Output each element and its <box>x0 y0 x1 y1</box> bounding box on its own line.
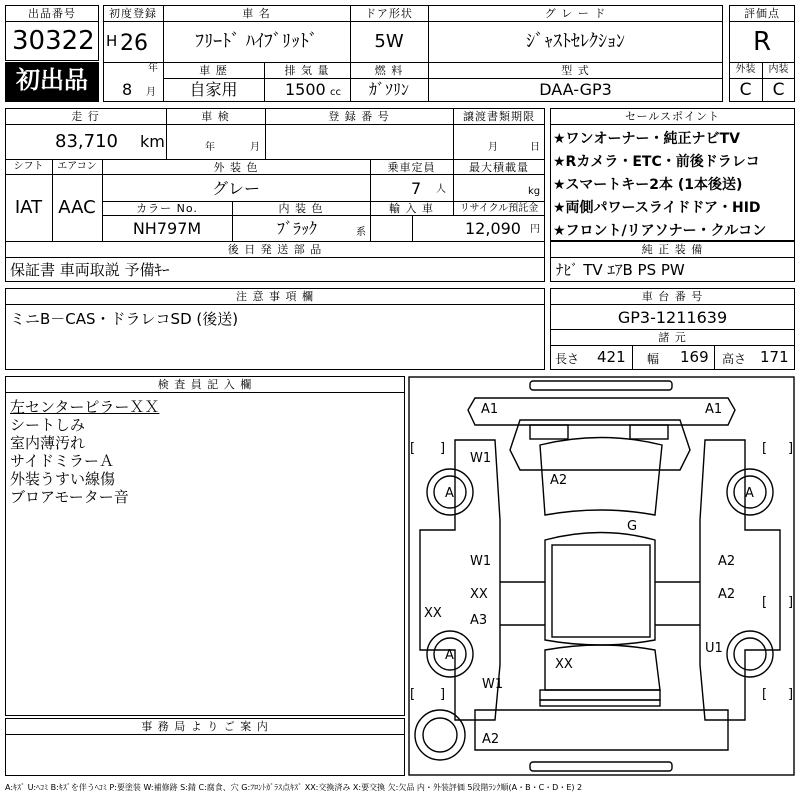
equipment-label: 純 正 装 備 <box>641 243 704 256</box>
inspector-note: 外装うすい線傷 <box>10 470 116 488</box>
car-damage-diagram <box>408 376 795 776</box>
recycle-label: リサイクル預託金 <box>459 203 539 214</box>
damage-mark: A3 <box>470 613 488 628</box>
reg-label: 初度登録 <box>109 7 157 20</box>
transfer-day-unit: 日 <box>530 142 540 153</box>
damage-mark: A2 <box>482 732 500 747</box>
year-unit: 年 <box>148 63 158 74</box>
door-label: ドア形状 <box>365 7 413 20</box>
car-name: ﾌﾘｰﾄﾞ ﾊｲﾌﾞﾘｯﾄﾞ <box>195 31 318 52</box>
interior-label: 内装 <box>768 64 789 75</box>
damage-mark: W1 <box>482 677 504 692</box>
sales-point: ★スマートキー2本 (1本後送) <box>553 177 743 193</box>
svg-text:[: [ <box>762 595 768 610</box>
max-load-unit: kg <box>528 186 541 197</box>
inspection-month-unit: 月 <box>250 142 260 153</box>
damage-mark: XX <box>555 657 573 672</box>
damage-mark: U1 <box>705 641 723 656</box>
inspector-note: 室内薄汚れ <box>10 434 86 452</box>
month-unit: 月 <box>146 87 156 98</box>
damage-mark: XX <box>470 587 488 602</box>
exterior-color: グレー <box>211 179 260 198</box>
reg-month: 8 <box>122 80 133 99</box>
sales-points-label: セールスポイント <box>624 110 720 123</box>
chassis-number: GP3-1211639 <box>617 308 728 327</box>
length: 421 <box>597 348 626 366</box>
legend: A:ｷｽﾞ U:ﾍｺﾐ B:ｷｽﾞを伴うﾍｺﾐ P:要塗装 W:補修跡 S:錆 C:腐食、穴 G:ﾌﾛﾝﾄｶﾞﾗｽ点ｷｽﾞ XX:交換済み X:要交換 欠:欠品 内・外装評価 5段階ﾗﾝｸ順(A・B・C・D・E) 2 <box>5 783 583 792</box>
sales-point: ★Rカメラ・ETC・前後ドラレコ <box>553 154 760 170</box>
sales-point: ★ワンオーナー・純正ナビTV <box>553 131 740 147</box>
damage-mark: A1 <box>705 402 723 417</box>
inspector-note: サイドミラーＡ <box>10 452 114 470</box>
fuel: ｶﾞｿﾘﾝ <box>368 80 409 99</box>
caution-label: 注 意 事 項 欄 <box>236 290 314 303</box>
inspector-note: 左センターピラーＸＸ <box>10 398 160 416</box>
recycle-unit: 円 <box>530 224 540 235</box>
displacement-label: 排 気 量 <box>284 64 330 77</box>
inspection-label: 車 検 <box>201 110 230 123</box>
damage-mark: A <box>445 648 454 663</box>
score: R <box>752 27 772 57</box>
exterior-label: 外装 <box>735 64 756 75</box>
score-label: 評価点 <box>744 7 780 20</box>
svg-text:[: [ <box>762 687 768 702</box>
width: 169 <box>680 348 709 366</box>
svg-text:]: ] <box>788 441 794 456</box>
interior-color: ﾌﾞﾗｯｸ <box>276 219 317 238</box>
color-no: NH797M <box>132 219 202 238</box>
equipment: ﾅﾋﾞ TV ｴｱB PS PW <box>556 261 685 279</box>
caution-text: ミニB－CAS・ドラレコSD (後送) <box>10 310 239 328</box>
svg-text:[: [ <box>410 441 416 456</box>
displacement-unit: cc <box>330 87 341 98</box>
aircon-label: エアコン <box>57 161 97 172</box>
reg-era: H <box>106 32 118 50</box>
damage-mark: XX <box>424 606 442 621</box>
interior-color-label: 内 装 色 <box>278 202 324 215</box>
lot-number-label: 出品番号 <box>28 7 76 20</box>
height: 171 <box>760 348 789 366</box>
exterior-rating: C <box>739 80 752 100</box>
lot-number: 30322 <box>12 26 95 56</box>
transfer-deadline-label: 譲渡書類期限 <box>463 110 535 123</box>
plate-label: 登 録 番 号 <box>328 110 390 123</box>
model-label: 型 式 <box>561 64 590 77</box>
mileage: 83,710 <box>55 131 118 152</box>
sales-point: ★両側パワースライドドア・HID <box>553 200 761 216</box>
height-label: 高さ <box>722 352 747 366</box>
dimensions-label: 諸 元 <box>658 331 687 344</box>
max-load-label: 最大積載量 <box>469 161 529 174</box>
length-label: 長さ <box>555 352 580 366</box>
history-label: 車 歴 <box>199 64 228 77</box>
damage-mark: W1 <box>470 451 492 466</box>
later-parts: 保証書 車両取説 予備ｷｰ <box>10 261 170 279</box>
car-name-label: 車 名 <box>242 7 271 20</box>
mileage-unit: km <box>140 132 165 151</box>
color-no-label: カラー No. <box>136 202 198 215</box>
svg-text:]: ] <box>440 441 446 456</box>
damage-mark: A <box>445 486 454 501</box>
inspector-label: 検 査 員 記 入 欄 <box>157 378 253 391</box>
shift-label: シフト <box>13 161 44 172</box>
door-type: 5W <box>374 31 404 52</box>
shift: IAT <box>14 197 43 218</box>
grade: ｼﾞｬｽﾄｾﾚｸｼｮﾝ <box>526 31 625 52</box>
import-label: 輸 入 車 <box>389 202 434 215</box>
damage-mark: A2 <box>718 554 736 569</box>
svg-text:]: ] <box>440 687 446 702</box>
model-code: DAA-GP3 <box>539 80 612 99</box>
office-label: 事 務 局 よ り ご 案 内 <box>141 720 269 733</box>
exterior-color-label: 外 装 色 <box>213 161 259 174</box>
damage-mark: A <box>745 486 754 501</box>
damage-mark: A2 <box>718 587 736 602</box>
capacity-unit: 人 <box>436 184 446 195</box>
history: 自家用 <box>189 80 238 99</box>
sales-point: ★フロント/リアソナー・クルコン <box>553 223 767 239</box>
displacement: 1500 <box>285 80 326 99</box>
capacity-label: 乗車定員 <box>387 161 436 174</box>
svg-text:[: [ <box>410 687 416 702</box>
capacity: 7 <box>411 179 422 198</box>
fuel-label: 燃 料 <box>374 64 404 77</box>
grade-label: グ レ ー ド <box>544 7 607 20</box>
transfer-month-unit: 月 <box>488 142 498 153</box>
mileage-label: 走 行 <box>71 110 100 123</box>
damage-mark: A2 <box>550 473 568 488</box>
svg-text:]: ] <box>788 687 794 702</box>
inspector-note: ブロアモーター音 <box>10 488 129 506</box>
damage-mark: G <box>627 519 638 534</box>
inspection-year-unit: 年 <box>205 142 215 153</box>
damage-mark: W1 <box>470 554 492 569</box>
reg-year: 26 <box>120 31 148 56</box>
svg-text:]: ] <box>788 595 794 610</box>
interior-color-suffix: 系 <box>356 227 366 238</box>
later-parts-label: 後 日 発 送 部 品 <box>227 243 323 256</box>
aircon: AAC <box>58 197 96 218</box>
svg-text:[: [ <box>762 441 768 456</box>
inspector-note: シートしみ <box>10 416 86 434</box>
width-label: 幅 <box>647 352 660 366</box>
damage-mark: A1 <box>481 402 499 417</box>
interior-rating: C <box>772 80 785 100</box>
first-listing-label: 初出品 <box>16 66 88 94</box>
chassis-label: 車 台 番 号 <box>641 290 704 303</box>
recycle-fee: 12,090 <box>465 219 521 238</box>
